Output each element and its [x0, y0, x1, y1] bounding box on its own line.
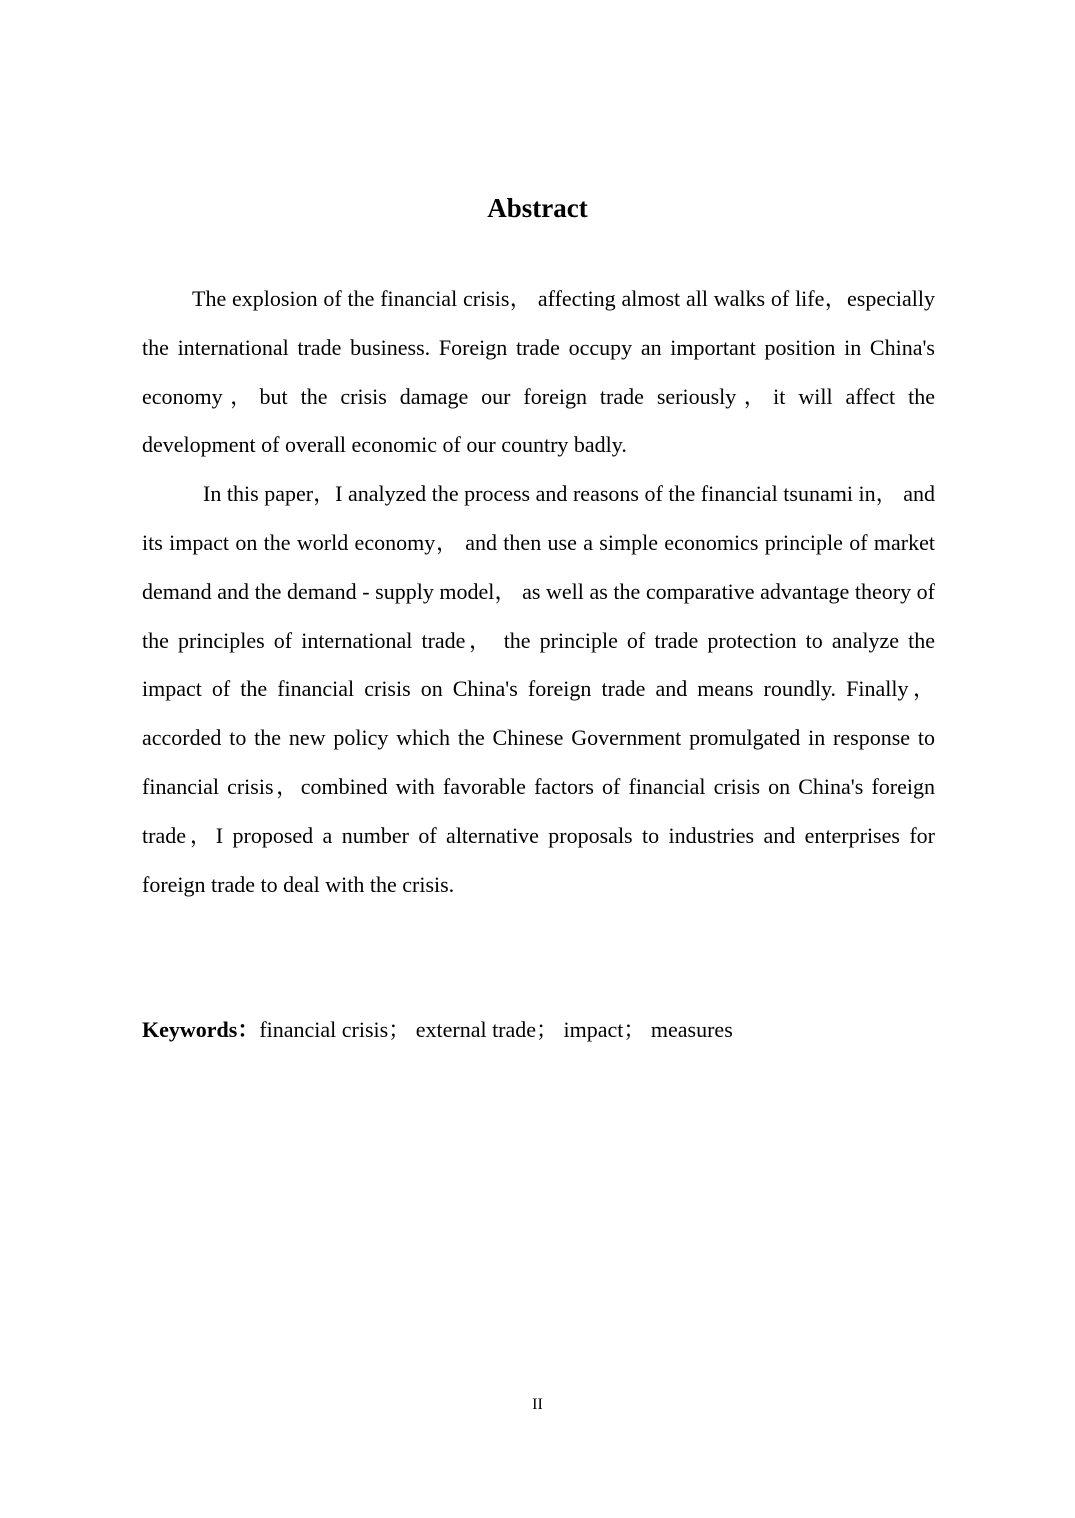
page-number: II [532, 1396, 543, 1413]
page-title: Abstract [487, 193, 588, 223]
abstract-paragraph-2: In this paper，I analyzed the process and reasons of the financial tsunami in， and its impact on the world economy， and then use a simple economics principle of market demand and the demand - supply model， as well as the comparative advantage theory of the principles of international trade， the principle of trade protection to analyze the impact of the financial crisis on China's foreign trade and means roundly. Finally，accorded to the new policy which the Chinese Government promulgated in response to financial crisis，combined with favorable factors of financial crisis on China's foreign trade，I proposed a number of alternative proposals to industries and enterprises for foreign trade to deal with the crisis. [142, 481, 935, 897]
abstract-paragraph-1: The explosion of the financial crisis， affecting almost all walks of life，especially the international trade business. Foreign trade occupy an important position in China's economy，but the crisis damage our foreign trade seriously，it will affect the development of overall economic of our country badly. [142, 286, 935, 458]
keywords-line [142, 1008, 733, 1052]
abstract-body [142, 275, 935, 909]
keywords-text: financial crisis； external trade； impact； measures [259, 1017, 733, 1042]
keywords-label: Keywords： [142, 1017, 260, 1042]
